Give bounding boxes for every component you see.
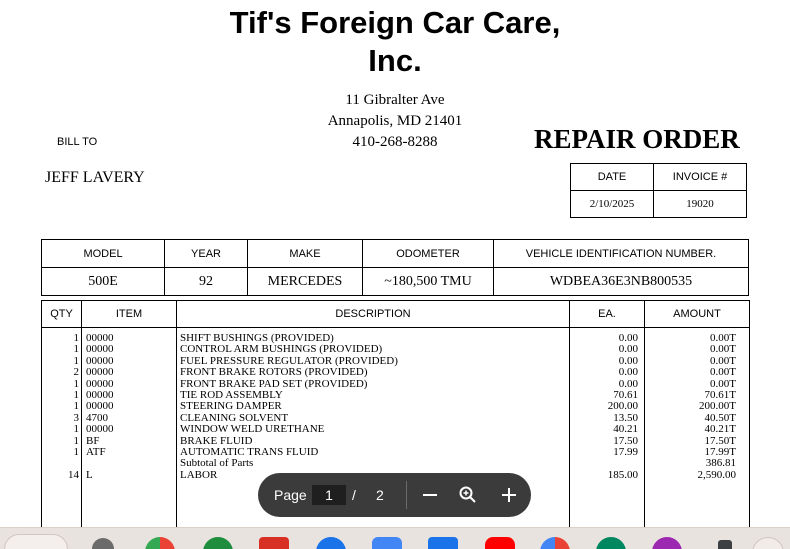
- ea-header: EA.: [570, 301, 644, 328]
- item-cell: ATF: [86, 445, 106, 458]
- description-cell: BRAKE FLUID: [180, 434, 253, 447]
- item-cell: 00000: [86, 343, 114, 356]
- ea-cell: 0.00: [618, 354, 638, 367]
- description-cell: WINDOW WELD URETHANE: [180, 423, 325, 436]
- description-cell: AUTOMATIC TRANS FLUID: [180, 445, 319, 458]
- document-title: REPAIR ORDER: [534, 124, 740, 154]
- amount-cell: 40.50T: [704, 411, 736, 424]
- model-value: 500E: [42, 268, 165, 296]
- table-row: [42, 458, 749, 469]
- date-header: DATE: [571, 164, 654, 191]
- ea-cell: 40.21: [613, 423, 638, 436]
- description-cell: LABOR: [180, 468, 218, 481]
- table-row: [42, 333, 749, 344]
- youtube-icon[interactable]: [485, 537, 515, 549]
- bill-to-label: BILL TO: [57, 136, 98, 148]
- item-cell: 00000: [86, 388, 114, 401]
- vin-header: VEHICLE IDENTIFICATION NUMBER.: [494, 240, 749, 268]
- qty-cell: 1: [73, 377, 79, 390]
- amount-cell: 386.81: [705, 457, 736, 470]
- page-label: Page: [274, 487, 307, 503]
- amount-cell: 0.00T: [710, 354, 736, 367]
- chrome-icon[interactable]: [145, 537, 175, 549]
- qty-cell: 1: [73, 354, 79, 367]
- amount-cell: 0.00T: [710, 366, 736, 379]
- ea-cell: 13.50: [613, 411, 638, 424]
- table-row: [42, 436, 749, 447]
- plus-icon: [495, 481, 523, 509]
- zoom-search-icon: [454, 481, 482, 509]
- ea-cell: 0.00: [618, 343, 638, 356]
- amount-cell: 40.21T: [704, 423, 736, 436]
- launcher-button[interactable]: [4, 534, 68, 549]
- item-cell: L: [86, 468, 93, 481]
- description-cell: FUEL PRESSURE REGULATOR (PROVIDED): [180, 354, 398, 367]
- odometer-value: ~180,500 TMU: [363, 268, 494, 296]
- item-rows: [42, 333, 749, 481]
- docs-icon[interactable]: [372, 537, 402, 549]
- item-cell: 00000: [86, 354, 114, 367]
- table-row: [42, 379, 749, 390]
- page-separator: /: [352, 487, 356, 503]
- item-cell: 00000: [86, 400, 114, 413]
- description-cell: CONTROL ARM BUSHINGS (PROVIDED): [180, 343, 383, 356]
- description-cell: CLEANING SOLVENT: [180, 411, 289, 424]
- meet-icon[interactable]: [203, 537, 233, 549]
- invoice-header: INVOICE #: [654, 164, 747, 191]
- invoice-date: 2/10/2025: [571, 191, 654, 218]
- amount-cell: 2,590.00: [697, 468, 736, 481]
- date-invoice-table: [570, 163, 747, 218]
- amount-cell: 0.00T: [710, 377, 736, 390]
- company-address: 11 Gibralter Ave: [345, 92, 445, 108]
- qty-cell: 1: [73, 423, 79, 436]
- qty-cell: 1: [73, 388, 79, 401]
- make-header: MAKE: [248, 240, 363, 268]
- amount-cell: 0.00T: [710, 343, 736, 356]
- gmail-icon[interactable]: [259, 537, 289, 549]
- qty-cell: 1: [73, 332, 79, 344]
- pdf-toolbar: [258, 473, 531, 517]
- item-cell: 00000: [86, 332, 114, 344]
- vehicle-table: [41, 239, 749, 296]
- ea-cell: 17.99: [613, 445, 638, 458]
- year-value: 92: [165, 268, 248, 296]
- photos-icon[interactable]: [540, 537, 570, 549]
- item-cell: BF: [86, 434, 100, 447]
- item-cell: 4700: [86, 411, 108, 424]
- ea-cell: 0.00: [618, 377, 638, 390]
- search-assistant-icon[interactable]: [92, 538, 114, 549]
- odometer-header: ODOMETER: [363, 240, 494, 268]
- ea-cell: 185.00: [607, 468, 638, 481]
- qty-cell: 1: [73, 434, 79, 447]
- minus-icon: [416, 481, 444, 509]
- zoom-in-button[interactable]: [495, 481, 523, 509]
- company-name-line2: Inc.: [368, 43, 422, 78]
- calendar-icon[interactable]: [428, 537, 458, 549]
- toolbar-divider: [406, 481, 407, 509]
- qty-cell: 2: [73, 366, 79, 379]
- qty-cell: 1: [73, 400, 79, 413]
- description-cell: FRONT BRAKE PAD SET (PROVIDED): [180, 377, 368, 390]
- total-pages: 2: [376, 487, 384, 503]
- table-row: [42, 367, 749, 378]
- qty-header: QTY: [42, 301, 81, 328]
- item-cell: 00000: [86, 366, 114, 379]
- amount-cell: 0.00T: [710, 332, 736, 344]
- customer-name: JEFF LAVERY: [45, 169, 145, 186]
- status-tray-icon[interactable]: [752, 537, 784, 549]
- app-icon[interactable]: [652, 537, 682, 549]
- zoom-out-button[interactable]: [416, 481, 444, 509]
- make-value: MERCEDES: [248, 268, 363, 296]
- item-cell: 00000: [86, 377, 114, 390]
- description-cell: Subtotal of Parts: [180, 457, 254, 470]
- qty-cell: 14: [68, 468, 79, 481]
- ea-cell: 70.61: [613, 388, 638, 401]
- fit-page-button[interactable]: [454, 481, 482, 509]
- play-store-icon[interactable]: [596, 537, 626, 549]
- files-icon[interactable]: [316, 537, 346, 549]
- item-cell: 00000: [86, 423, 114, 436]
- item-header: ITEM: [82, 301, 176, 328]
- qty-cell: 1: [73, 343, 79, 356]
- amount-cell: 17.50T: [704, 434, 736, 447]
- table-row: [42, 401, 749, 412]
- taskbar: [0, 527, 790, 549]
- table-row: [42, 356, 749, 367]
- table-row: [42, 413, 749, 424]
- ea-cell: 0.00: [618, 366, 638, 379]
- qty-cell: 3: [73, 411, 79, 424]
- ea-cell: 17.50: [613, 434, 638, 447]
- qty-cell: 1: [73, 445, 79, 458]
- page-number-input[interactable]: 1: [312, 485, 346, 505]
- description-cell: TIE ROD ASSEMBLY: [180, 388, 283, 401]
- description-cell: FRONT BRAKE ROTORS (PROVIDED): [180, 366, 368, 379]
- description-header: DESCRIPTION: [177, 301, 569, 328]
- table-row: [42, 424, 749, 435]
- vin-value: WDBEA36E3NB800535: [494, 268, 749, 296]
- company-name-line1: Tif's Foreign Car Care,: [229, 5, 561, 40]
- company-phone: 410-268-8288: [352, 134, 438, 150]
- company-city: Annapolis, MD 21401: [327, 113, 463, 129]
- ea-cell: 0.00: [618, 332, 638, 344]
- description-cell: SHIFT BUSHINGS (PROVIDED): [180, 332, 334, 344]
- amount-cell: 200.00T: [699, 400, 736, 413]
- table-row: [42, 390, 749, 401]
- amount-header: AMOUNT: [645, 301, 749, 328]
- amount-cell: 17.99T: [704, 445, 736, 458]
- table-row: [42, 447, 749, 458]
- company-name: [190, 4, 600, 80]
- amount-cell: 70.61T: [704, 388, 736, 401]
- model-header: MODEL: [42, 240, 165, 268]
- ea-cell: 200.00: [607, 400, 638, 413]
- year-header: YEAR: [165, 240, 248, 268]
- invoice-number: 19020: [654, 191, 747, 218]
- description-cell: STEERING DAMPER: [180, 400, 282, 413]
